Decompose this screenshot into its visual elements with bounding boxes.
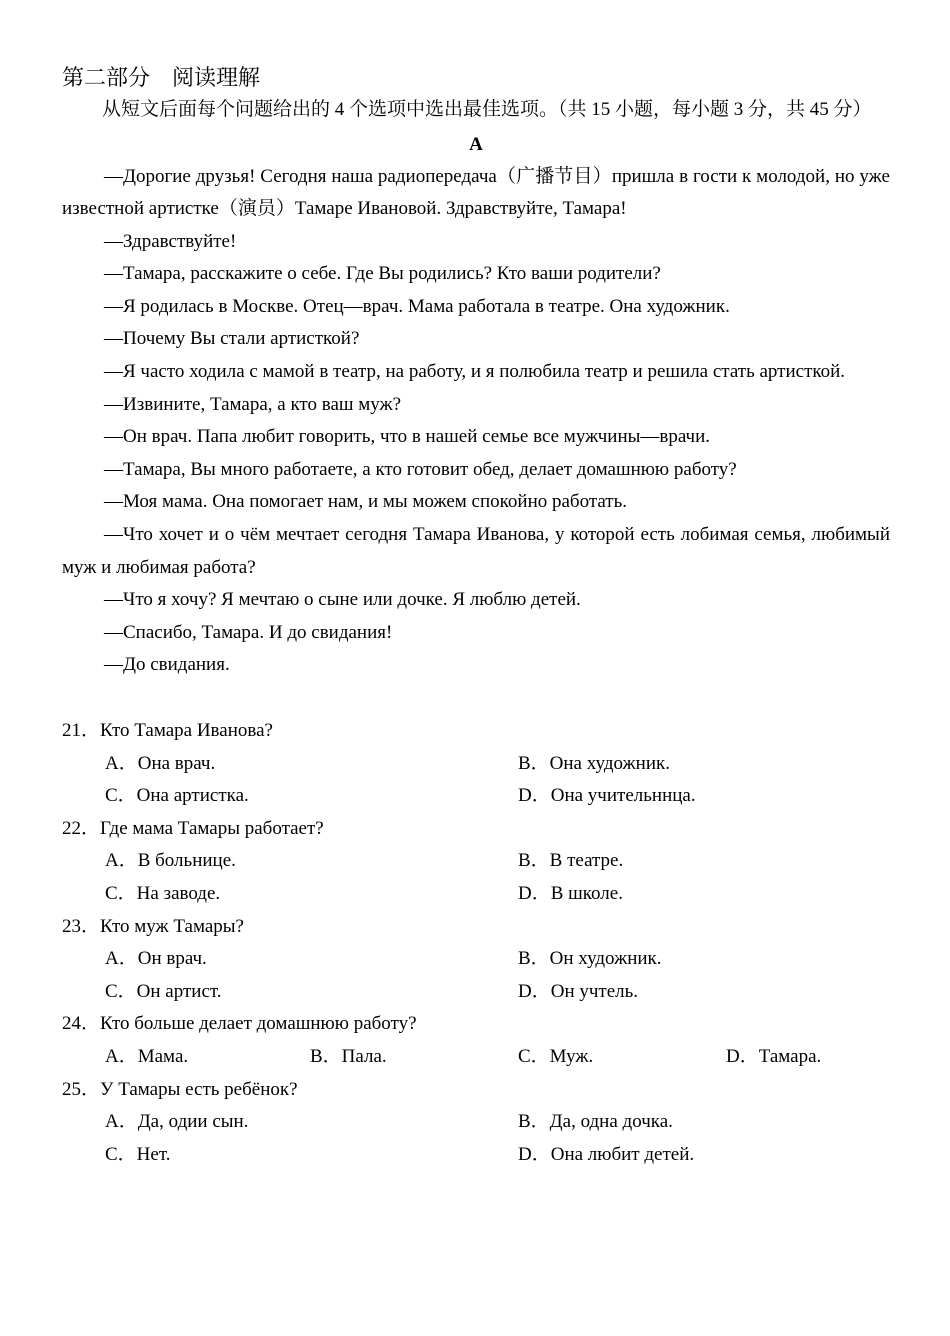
answer-option[interactable]: C．На заводе. — [105, 882, 221, 904]
dialogue-line: —Тамара, расскажите о себе. Где Вы родились? Кто ваши родители? — [104, 263, 661, 285]
answer-option[interactable]: C．Нет. — [105, 1143, 171, 1165]
answer-option[interactable]: A．Она врач. — [105, 752, 216, 774]
dialogue-line: —Моя мама. Она помогает нам, и мы можем спокойно работать. — [104, 491, 628, 513]
option-row — [62, 748, 890, 781]
answer-option[interactable]: A．Да, одии сын. — [105, 1111, 249, 1133]
answer-option[interactable]: D．Он учтель. — [518, 980, 639, 1002]
answer-option[interactable]: A．В больнице. — [105, 850, 236, 872]
instructions: 从短文后面每个问题给出的 4 个选项中选出最佳选项。（共 15 小题，每小题 3 分，共 45 分） — [102, 99, 872, 120]
question-list — [62, 715, 890, 1171]
dialogue-line: —Я родилась в Москве. Отец—врач. Мама работала в театре. Она художник. — [104, 295, 730, 317]
dialogue-line: —Извините, Тамара, а кто ваш муж? — [104, 393, 402, 415]
answer-option[interactable]: C．Муж. — [518, 1045, 594, 1067]
dialogue-line: —Что я хочу? Я мечтаю о сыне или дочке. Я люблю детей. — [104, 589, 581, 611]
answer-option[interactable]: D．В школе. — [518, 882, 623, 904]
option-row — [62, 1106, 890, 1139]
option-row — [62, 1139, 890, 1172]
answer-option[interactable]: D．Тамара. — [726, 1045, 822, 1067]
dialogue-line: —Он врач. Папа любит говорить, что в нашей семье все мужчины—врачи. — [104, 426, 710, 448]
option-row — [62, 943, 890, 976]
dialogue — [62, 161, 890, 683]
answer-option[interactable]: D．Она учительннца. — [518, 785, 696, 807]
answer-option[interactable]: C．Он артист. — [105, 980, 222, 1002]
section-title: 第二部分 阅读理解 — [62, 65, 261, 90]
answer-option[interactable]: D．Она любит детей. — [518, 1143, 695, 1165]
answer-option[interactable]: C．Она артистка. — [105, 785, 249, 807]
answer-option[interactable]: B．Пала. — [310, 1045, 387, 1067]
passage-label: A — [469, 133, 483, 155]
answer-option[interactable]: A．Он врач. — [105, 948, 207, 970]
dialogue-line: —Почему Вы стали артисткой? — [104, 328, 360, 350]
option-row — [62, 976, 890, 1009]
answer-option[interactable]: B．В театре. — [518, 850, 624, 872]
dialogue-line: —Тамара, Вы много работаете, а кто готовит обед, делает домашнюю работу? — [104, 458, 737, 480]
answer-option[interactable]: B．Она художник. — [518, 752, 670, 774]
option-row — [62, 780, 890, 813]
answer-option[interactable]: A．Мама. — [105, 1045, 189, 1067]
exam-page — [62, 62, 890, 1171]
answer-option[interactable]: B．Да, одна дочка. — [518, 1111, 673, 1133]
answer-option[interactable]: B．Он художник. — [518, 948, 662, 970]
question-stem: 22．Где мама Тамары работает? — [62, 817, 324, 839]
option-row — [62, 1041, 890, 1074]
question-stem: 24．Кто больше делает домашнюю работу? — [62, 1013, 417, 1035]
dialogue-line: —Спасибо, Тамара. И до свидания! — [104, 621, 393, 643]
option-row — [62, 878, 890, 911]
dialogue-line: —Дорогие друзья! Сегодня наша радиопередача（广播节目）пришла в гости к молодой, но уже известной артистке（演员）Тамаре Ивановой. Здравствуйте, Тамара! — [62, 165, 890, 220]
dialogue-line: —Здравствуйте! — [104, 230, 237, 252]
dialogue-line: —Я часто ходила с мамой в театр, на работу, и я полюбила театр и решила стать артисткой. — [104, 361, 846, 383]
dialogue-line: —До свидания. — [104, 654, 230, 676]
question-stem: 25．У Тамары есть ребёнок? — [62, 1078, 298, 1100]
dialogue-line: —Что хочет и о чём мечтает сегодня Тамара Иванова, у которой есть лобимая семья, любимый муж и любимая работа? — [62, 524, 890, 578]
option-row — [62, 845, 890, 878]
question-stem: 23．Кто муж Тамары? — [62, 915, 244, 937]
question-stem: 21．Кто Тамара Иванова? — [62, 720, 273, 741]
